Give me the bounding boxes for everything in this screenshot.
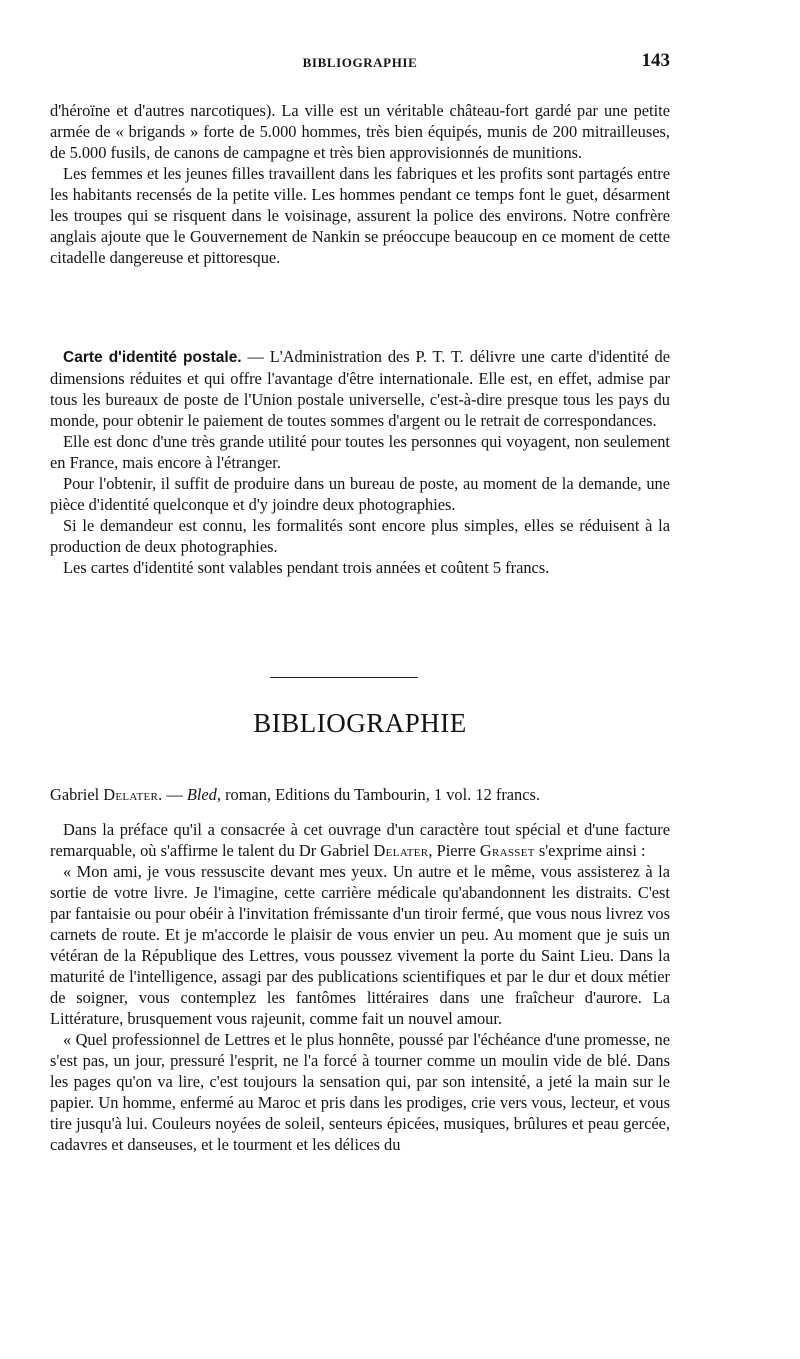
author-name: Delater	[373, 841, 429, 860]
author-last-name: Delater	[103, 785, 159, 804]
quote-paragraph: « Quel professionnel de Lettres et le plus honnête, poussé par l'échéance d'une promesse, ne s'est pas, un jour, pressuré l'esprit, ne l'a forcé à tourner comme un moulin vide de blé. Dans les pages qu'on va lire, c'est toujours la sensation qui, par son intensité, a jeté la main sur le papier. Un homme, enfermé au Maroc et pris dans les prodiges, crie vers vous, lecteur, et vous tire jusqu'à lui. Couleurs noyées de soleil, senteurs épicées, musiques, brûlures et peau gercée, cadavres et danseuses, et le tourment et les délices du	[50, 1030, 670, 1154]
review-body	[50, 819, 670, 1155]
article-tail	[50, 100, 670, 268]
section-heading: BIBLIOGRAPHIE	[253, 708, 467, 738]
notice-paragraph: Elle est donc d'une très grande utilité pour toutes les personnes qui voyagent, non seulement en France, mais encore à l'étranger.	[50, 432, 670, 472]
notice-paragraph: Les cartes d'identité sont valables pendant trois années et coûtent 5 francs.	[63, 558, 550, 577]
entry-details: , roman, Editions du Tambourin, 1 vol. 12 francs.	[216, 785, 541, 804]
notice-text: — L'Administration des P. T. T. délivre une carte d'identité de dimensions réduites et qui offre l'avantage d'être internationale. Elle est, en effet, admise par tous les bureaux de poste de l'Union postale universelle, c'est-à-dire presque tous les pays du monde, pour obtenir le paiement de toutes sommes d'argent ou le retrait de correspondances.	[50, 347, 670, 430]
quote-paragraph: « Mon ami, je vous ressuscite devant mes yeux. Un autre et le même, vous assisterez à la sortie de votre livre. Je l'imagine, cette carrière médicale qu'abandonnent les distraits. C'est par fantaisie ou pour obéir à l'invitation frémissante d'un tiroir fermé, que vous nous livrez vos carnets de route. Et je m'accorde le plaisir de vous envier un peu. Au moment que je suis un vétéran de la République des Lettres, vous poussez vivement la porte du Saint Lieu. Dans la maturité de l'intelligence, assagi par des publications scientifiques et par le dur et doux métier de soigner, vous contemplez les fantômes littéraires dans une fraîcheur d'aurore. La Littérature, brusquement vous rajeunit, comme fait un nouvel amour.	[50, 862, 670, 1028]
notice-paragraph: Si le demandeur est connu, les formalités sont encore plus simples, elles se réduisent à la production de deux photographies.	[50, 516, 670, 556]
notice-carte-identite	[50, 346, 670, 578]
review-paragraph	[50, 819, 670, 861]
notice-title: Carte d'identité postale.	[63, 349, 242, 366]
article-paragraph: d'héroïne et d'autres narcotiques). La ville est un véritable château-fort gardé par une petite armée de « brigands » forte de 5.000 hommes, très bien équipés, munis de 200 mitrailleuses, de 5.000 fusils, de canons de campagne et très bien approvisionnés de munitions.	[50, 101, 670, 162]
entry-line	[50, 784, 670, 805]
running-title: BIBLIOGRAPHIE	[302, 55, 418, 70]
author-first-name: Gabriel	[50, 785, 104, 804]
review-text: Dans la préface qu'il a consacrée à cet ouvrage d'un caractère tout spécial et d'une facture remarquable, où s'affirme le talent du Dr Gabriel	[50, 820, 670, 860]
review-text: s'exprime ainsi :	[534, 841, 646, 860]
preface-author-name: Grasset	[479, 841, 535, 860]
entry-separator: . —	[158, 785, 187, 804]
bibliography-entry	[50, 784, 670, 805]
running-head	[50, 50, 670, 74]
review-text: , Pierre	[428, 841, 480, 860]
notice-paragraph	[50, 346, 670, 431]
section-divider	[270, 677, 418, 678]
book-title: Bled	[186, 785, 217, 804]
page-number: 143	[641, 50, 670, 71]
notice-paragraph: Pour l'obtenir, il suffit de produire dans un bureau de poste, au moment de la demande, une pièce d'identité quelconque et d'y joindre deux photographies.	[50, 474, 670, 514]
article-paragraph: Les femmes et les jeunes filles travaillent dans les fabriques et les profits sont partagés entre les habitants recensés de la petite ville. Les hommes pendant ce temps font le guet, désarment les troupes qui se risquent dans le voisinage, assurent la police des environs. Notre confrère anglais ajoute que le Gouvernement de Nankin se préoccupe beaucoup en ce moment de cette citadelle dangereuse et pittoresque.	[50, 164, 670, 267]
